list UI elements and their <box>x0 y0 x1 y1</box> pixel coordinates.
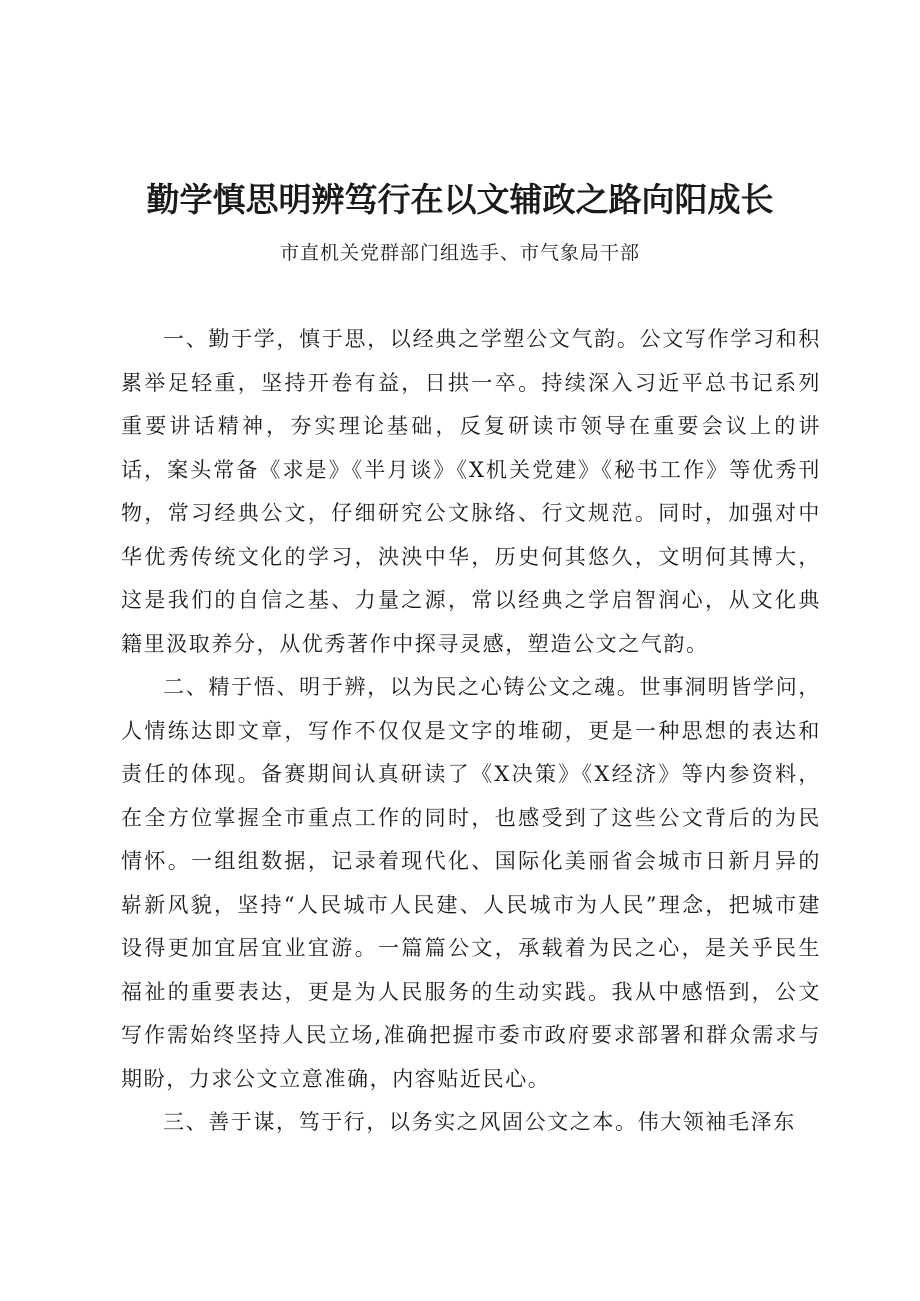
paragraph-2: 二、精于悟、明于辨，以为民之心铸公文之魂。世事洞明皆学问，人情练达即文章，写作不仅仅是文字的堆砌，更是一种思想的表达和责任的体现。备赛期间认真研读了《X决策》《X经济》等内参资料，在全方位掌握全市重点工作的同时，也感受到了这些公文背后的为民情怀。一组组数据，记录着现代化、国际化美丽省会城市日新月异的崭新风貌，坚持“人民城市人民建、人民城市为人民”理念，把城市建设得更加宜居宜业宜游。一篇篇公文，承载着为民之心，是关乎民生福祉的重要表达，更是为人民服务的生动实践。我从中感悟到，公文写作需始终坚持人民立场,准确把握市委市政府要求部署和群众需求与期盼，力求公文立意准确，内容贴近民心。 <box>121 675 821 1091</box>
document-title: 勤学慎思明辨笃行在以文辅政之路向阳成长 <box>146 180 774 219</box>
paragraph-3: 三、善于谋，笃于行，以务实之风固公文之本。伟大领袖毛泽东 <box>163 1110 796 1134</box>
document-body <box>121 318 821 1145</box>
paragraph-1: 一、勤于学，慎于思，以经典之学塑公文气韵。公文写作学习和积累举足轻重，坚持开卷有益，日拱一卒。持续深入习近平总书记系列重要讲话精神，夯实理论基础，反复研读市领导在重要会议上的讲话，案头常备《求是》《半月谈》《X机关党建》《秘书工作》等优秀刊物，常习经典公文，仔细研究公文脉络、行文规范。同时，加强对中华优秀传统文化的学习，泱泱中华，历史何其悠久，文明何其博大，这是我们的自信之基、力量之源，常以经典之学启智润心，从文化典籍里汲取养分，从优秀著作中探寻灵感，塑造公文之气韵。 <box>121 327 821 656</box>
author-line: 市直机关党群部门组选手、市气象局干部 <box>279 242 640 264</box>
